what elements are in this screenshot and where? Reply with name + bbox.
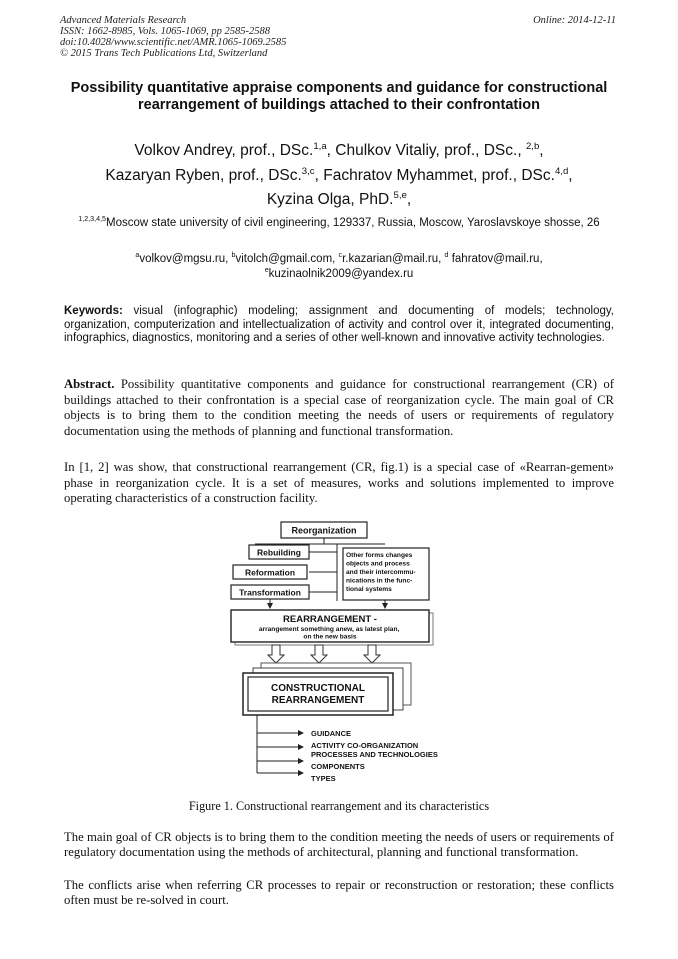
abstract-label: Abstract. bbox=[64, 377, 115, 391]
author-name: Kyzina Olga, PhD. bbox=[266, 191, 394, 208]
email-list bbox=[62, 252, 616, 282]
email-superscript: b bbox=[231, 251, 236, 260]
author-name: Kazaryan Ryben, prof., DSc. bbox=[105, 166, 302, 184]
author-superscript: 3,c bbox=[301, 165, 315, 177]
block-arrow bbox=[268, 645, 284, 663]
author-superscript: 4,d bbox=[554, 165, 569, 177]
email-link[interactable]: fahratov@mail.ru, bbox=[448, 253, 543, 265]
affiliation bbox=[62, 216, 616, 230]
author-superscript: 1,a bbox=[313, 140, 327, 152]
guidance-label: GUIDANCE bbox=[311, 729, 352, 738]
figure-1-diagram bbox=[225, 517, 451, 793]
journal-name: Advanced Materials Research bbox=[60, 15, 187, 26]
keywords-label: Keywords: bbox=[64, 305, 123, 317]
author-name: Fachratov Myhammet, prof., DSc. bbox=[323, 166, 555, 184]
online-date: Online: 2014-12-11 bbox=[533, 15, 616, 26]
keywords-text: visual (infographic) modeling; assignment and documenting of models; technology, organization, computerization and intellectualization of activity and control over it, integrated documenting, infographics, diagnostics, monitoring and a series of other well-known and innovative activity technologies. bbox=[64, 305, 614, 344]
cr-label-1: CONSTRUCTIONAL bbox=[271, 683, 365, 694]
author-list: Volkov Andrey, prof., DSc.$^{1,a}$, Chulkov Vitaliy, prof., DSc., $^{2,b}$, Kazaryan Ryben, prof., DSc.$^{3,c}$, Fachratov Myhammet, prof., DSc.$^{4,d}$, Kyzina Olga, PhD.$^{5,e}$, bbox=[105, 140, 573, 208]
other-forms-label: Other forms changes objects and process and their intercommu- nications in the func- tional systems bbox=[346, 552, 416, 593]
abstract-paragraph bbox=[64, 377, 614, 439]
issn-line: ISSN: 1662-8985, Vols. 1065-1069, pp 2585-2588 bbox=[60, 26, 270, 37]
email-superscript: c bbox=[338, 251, 343, 260]
doi-line: doi:10.4028/www.scientific.net/AMR.1065-1069.2585 bbox=[60, 37, 287, 48]
reformation-label: Reformation bbox=[244, 567, 296, 578]
copyright-line: © 2015 Trans Tech Publications Ltd, Switzerland bbox=[60, 48, 268, 59]
email-superscript: d bbox=[444, 251, 449, 260]
main-goal-paragraph: The main goal of CR objects is to bring them to the condition meeting the needs of users or requirements of regulatory documentation using the methods of architectural, planning and functional transformation. bbox=[64, 830, 614, 859]
block-arrow bbox=[364, 645, 380, 663]
paper-title: Possibility quantitative appraise components and guidance for constructional rearrangement of buildings attached to their confrontation bbox=[70, 80, 608, 113]
affiliation-text: Moscow state university of civil engineering, 129337, Russia, Moscow, Yaroslavskoye shosse, 26 bbox=[106, 217, 600, 229]
activity-label-1: ACTIVITY CO-ORGANIZATION bbox=[311, 741, 419, 750]
author-superscript: 2,b bbox=[525, 140, 540, 152]
intro-paragraph: In [1, 2] was show, that constructional rearrangement (CR, fig.1) is a special case of «Rearran-gement» phase in reorganization cycle. It is a set of measures, works and solutions implemented to improve operating characteristics of a construction facility. bbox=[64, 460, 614, 506]
components-label: COMPONENTS bbox=[311, 762, 365, 771]
rearrangement-subtitle: arrangement something anew, as latest plan, on the new basis bbox=[258, 626, 400, 641]
journal-header bbox=[60, 15, 286, 59]
author-name: Chulkov Vitaliy, prof., DSc., bbox=[335, 142, 526, 159]
activity-label-2: PROCESSES AND TECHNOLOGIES bbox=[311, 750, 438, 759]
affiliation-superscript: 1,2,3,4,5 bbox=[78, 215, 107, 224]
abstract-text: Possibility quantitative components and guidance for constructional rearrangement (CR) of buildings attached to their confrontation is a special case of reorganization cycle. The main goal of CR objects is to bring them to the condition meeting the needs of users or requirements of regulatory documentation using the methods of planning and functional transformation. bbox=[64, 377, 614, 438]
types-label: TYPES bbox=[311, 774, 336, 783]
cr-label-2: REARRANGEMENT bbox=[271, 695, 365, 706]
author-name: Volkov Andrey, prof., DSc. bbox=[134, 142, 314, 159]
email-superscript: e bbox=[264, 266, 269, 275]
author-superscript: 5,e bbox=[393, 189, 407, 201]
email-link[interactable]: r.kazarian@mail.ru, bbox=[342, 253, 445, 265]
keywords-paragraph bbox=[64, 305, 614, 346]
rebuilding-label: Rebuilding bbox=[257, 547, 301, 558]
reorganization-label: Reorganization bbox=[291, 525, 357, 536]
transformation-label: Transformation bbox=[239, 587, 301, 598]
block-arrow bbox=[311, 645, 327, 663]
email-link[interactable]: vitolch@gmail.com, bbox=[235, 253, 339, 265]
email-link[interactable]: kuzinaolnik2009@yandex.ru bbox=[268, 268, 414, 280]
rearrangement-label: REARRANGEMENT - bbox=[283, 614, 377, 625]
figure-caption: Figure 1. Constructional rearrangement and its characteristics bbox=[188, 799, 490, 813]
email-superscript: a bbox=[135, 251, 140, 260]
conflicts-paragraph: The conflicts arise when referring CR processes to repair or reconstruction or restoration; these conflicts often must be re-solved in court. bbox=[64, 878, 614, 907]
email-link[interactable]: volkov@mgsu.ru, bbox=[139, 253, 232, 265]
